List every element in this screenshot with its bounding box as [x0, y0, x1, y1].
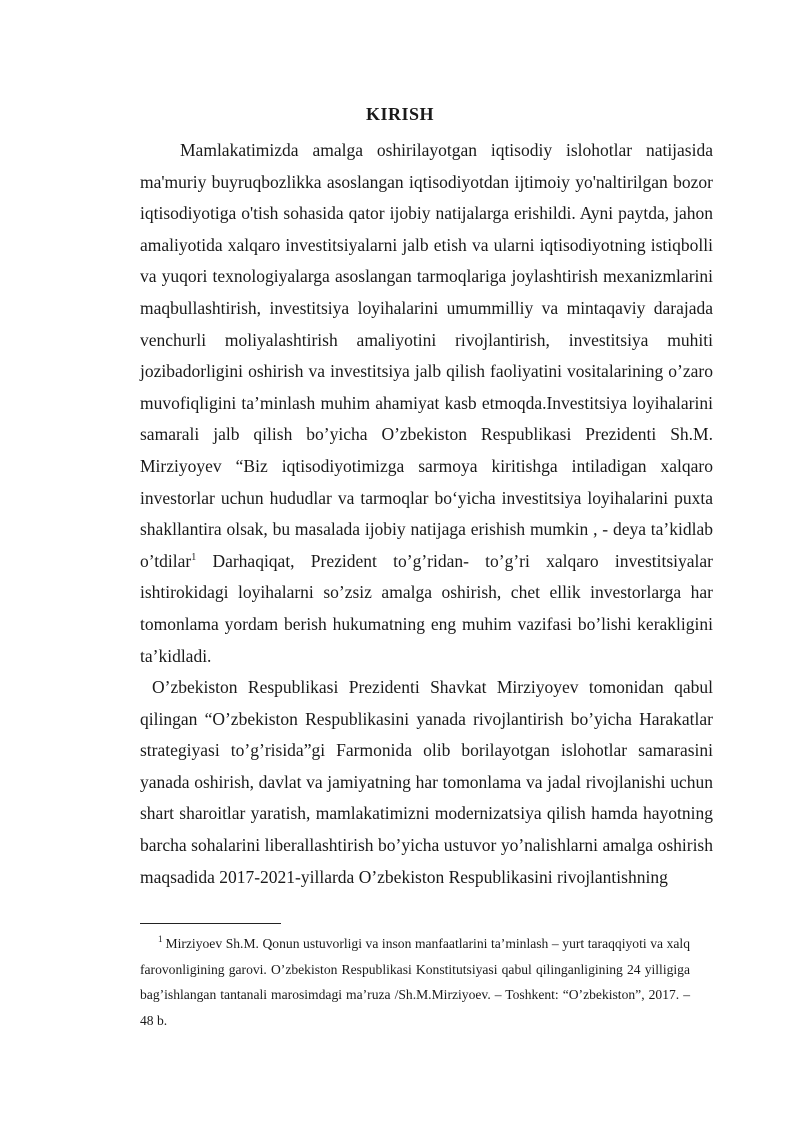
paragraph-1-text: Mamlakatimizda amalga oshirilayotgan iqtisodiy islohotlar natijasida ma'muriy buyruqbozlikka asoslangan iqtisodiyotdan ijtimoiy yo'naltirilgan bozor iqtisodiyotiga o'tish sohasida qator ijobiy natijalarga erishildi. Ayni paytda, jahon amaliyotida xalqaro investitsiyalarni jalb etish va ularni iqtisodiyotning istiqbolli va yuqori texnologiyalarga asoslangan tarmoqlariga joylashtirish mexanizmlarini maqbullashtirish, investitsiya loyihalarini umummilliy va mintaqaviy darajada venchurli moliyalashtirish amaliyotini rivojlantirish, investitsiya muhiti jozibadorligini oshirish va investitsiya jalb qilish faoliyatini vositalarining o’zaro muvofiqligini ta’minlash muhim ahamiyat kasb etmoqda.Investitsiya loyihalarini samarali jalb qilish bo’yicha O’zbekiston Respublikasi Prezidenti Sh.M. Mirziyoyev “Biz iqtisodiyotimizga sarmoya kiritishga intiladigan xalqaro investorlar uchun hududlar va tarmoqlar bo‘yicha investitsiya loyihalarini puxta shakllantira olsak, bu masalada ijobiy natijaga erishish mumkin , - deya ta’kidlab o’tdilar: [140, 140, 713, 571]
footnote-reference[interactable]: 1: [191, 551, 197, 563]
page-title: KIRISH: [365, 104, 435, 124]
footnote-divider: [140, 923, 281, 924]
footnote-mark: 1: [158, 934, 163, 945]
paragraph-2: O’zbekiston Respublikasi Prezidenti Shavkat Mirziyoyev tomonidan qabul qilingan “O’zbekiston Respublikasini yanada rivojlantirish bo’yicha Harakatlar strategiyasi to’g’risida”gi Farmonida olib borilayotgan islohotlar samarasini yanada oshirish, davlat va jamiyatning har tomonlama va jadal rivojlanishi uchun shart sharoitlar yaratish, mamlakatimizni modernizatsiya qilish hamda hayotning barcha sohalarini liberallashtirish bo’yicha ustuvor yo’nalishlarni amalga oshirish maqsadida 2017-2021-yillarda O’zbekiston Respublikasini rivojlantishning: [140, 677, 713, 887]
body-text: [140, 135, 713, 893]
paragraph-1-continuation: Darhaqiqat, Prezident to’g’ridan- to’g’ri xalqaro investitsiyalar ishtirokidagi loyihalarni so’zsiz amalga oshirish, chet ellik investorlarga har tomonlama yordam berish hukumatning eng muhim vazifasi bo’lishi kerakligini ta’kidladi.: [140, 550, 713, 666]
footnote: [140, 931, 690, 1033]
footnote-text: Mirziyoev Sh.M. Qonun ustuvorligi va inson manfaatlarini ta’minlash – yurt taraqqiyoti va xalq farovonligining garovi. O’zbekiston Respublikasi Konstitutsiyasi qabul qilinganligining 24 yilligiga bag’ishlangan tantanali marosimdagi ma’ruza /Sh.M.Mirziyoev. – Toshkent: “O’zbekiston”, 2017. – 48 b.: [140, 936, 690, 1028]
paragraph-1: [140, 135, 713, 672]
